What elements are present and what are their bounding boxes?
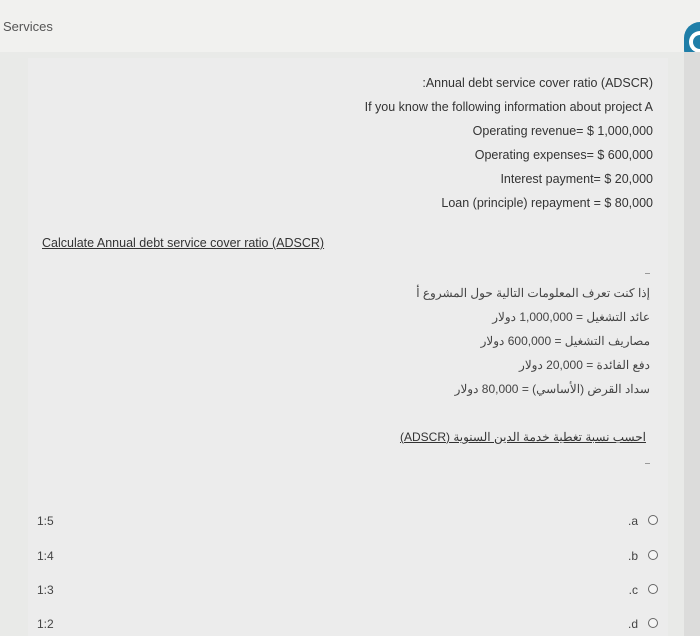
interest-payment: Interest payment= $ 20,000 [500, 172, 653, 186]
option-b-radio[interactable] [648, 550, 658, 560]
operating-expenses: Operating expenses= $ 600,000 [474, 148, 653, 162]
option-d[interactable] [28, 615, 668, 635]
divider [645, 273, 650, 274]
option-d-letter: .d [627, 617, 638, 631]
option-a-value: 1:5 [37, 514, 54, 528]
loan-repayment: Loan (principle) repayment = $ 80,000 [441, 196, 653, 210]
operating-revenue: Operating revenue= $ 1,000,000 [472, 124, 653, 138]
arabic-interest: دفع الفائدة = 20,000 دولار [519, 358, 650, 372]
services-link[interactable]: Services [3, 19, 53, 34]
option-a-radio[interactable] [648, 515, 658, 525]
option-c-radio[interactable] [648, 584, 658, 594]
option-c[interactable] [28, 581, 668, 601]
top-bar [0, 0, 700, 52]
option-d-radio[interactable] [648, 618, 658, 628]
arabic-prompt: احسب نسبة تغطية خدمة الدين السنوية (ADSCR) [399, 430, 646, 444]
option-b-letter: .b [627, 549, 638, 563]
arabic-repayment: سداد القرض (الأساسي) = 80,000 دولار [454, 382, 650, 396]
right-panel-strip [684, 52, 700, 636]
option-c-letter: .c [628, 583, 638, 597]
divider [645, 463, 650, 464]
arabic-intro: إذا كنت تعرف المعلومات التالية حول المشروع أ [416, 286, 650, 300]
arabic-expenses: مصاريف التشغيل = 600,000 دولار [480, 334, 650, 348]
option-c-value: 1:3 [37, 583, 54, 597]
question-title: :Annual debt service cover ratio (ADSCR) [422, 76, 653, 90]
option-d-value: 1:2 [37, 617, 54, 631]
question-intro: If you know the following information about project A [364, 100, 653, 114]
option-b[interactable] [28, 547, 668, 567]
option-a-letter: .a [627, 514, 638, 528]
arabic-revenue: عائد التشغيل = 1,000,000 دولار [492, 310, 650, 324]
option-a[interactable] [28, 512, 668, 532]
question-prompt: Calculate Annual debt service cover ratio (ADSCR) [42, 236, 325, 250]
option-b-value: 1:4 [37, 549, 54, 563]
